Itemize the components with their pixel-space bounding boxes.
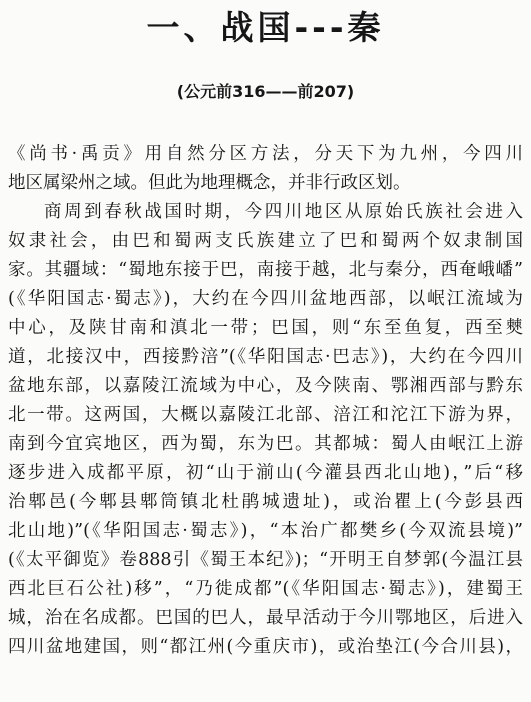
period-subtitle: (公元前316——前207) (176, 82, 355, 101)
text-line: 城，治在名成都。巴国的巴人，最早活动于今川鄂地区，后进入 (8, 608, 523, 628)
text-line: 西北巨石公社)移”，“乃徙成都”(《华阳国志·蜀志》)，建蜀王 (8, 579, 523, 599)
text-line: (《太平御览》卷888引《蜀王本纪》)；“开明王自梦郭(今温江县 (8, 550, 523, 570)
text-line: 《尚书·禹贡》用自然分区方法，分天下为九州，今四川 (8, 144, 523, 164)
text-line: 北一带。这两国，大概以嘉陵江北部、涪江和沱江下游为界， (8, 405, 523, 425)
text-line: (《华阳国志·蜀志》)，大约在今四川盆地西部，以岷江流域为 (8, 289, 523, 309)
text-line: 奴隶社会，由巴和蜀两支氏族建立了巴和蜀两个奴隶制国 (8, 231, 523, 251)
text-line: 治郫邑(今郫县郫筒镇北杜鹃城遗址)，或治瞿上(今彭县西 (8, 492, 523, 512)
text-line: 商周到春秋战国时期，今四川地区从原始氏族社会进入 (44, 202, 523, 222)
chapter-title: 一、战国---秦 (146, 8, 385, 47)
text-line: 四川盆地建国，则“都江州(今重庆市)，或治垫江(今合川县)， (8, 637, 523, 657)
body-text (8, 140, 523, 662)
text-line: 中心，及陕甘南和滇北一带；巴国，则“东至鱼复，西至僰 (8, 318, 523, 338)
text-line: 南到今宜宾地区，西为蜀，东为巴。其都城：蜀人由岷江上游 (8, 434, 523, 454)
text-line: 道，北接汉中，西接黔涪”(《华阳国志·巴志》)，大约在今四川 (8, 347, 523, 367)
text-line: 家。其疆域：“蜀地东接于巴，南接于越，北与秦分，西奄峨嶓” (8, 260, 523, 280)
text-line: 盆地东部，以嘉陵江流域为中心，及今陕南、鄂湘西部与黔东 (8, 376, 523, 396)
text-line: 逐步进入成都平原，初“山于湔山(今灌县西北山地)，”后“移 (8, 463, 523, 483)
text-line: 地区属梁州之域。但此为地理概念，并非行政区划。 (8, 173, 411, 193)
text-line: 北山地)”(《华阳国志·蜀志》)，“本治广都樊乡(今双流县境)” (8, 521, 523, 541)
